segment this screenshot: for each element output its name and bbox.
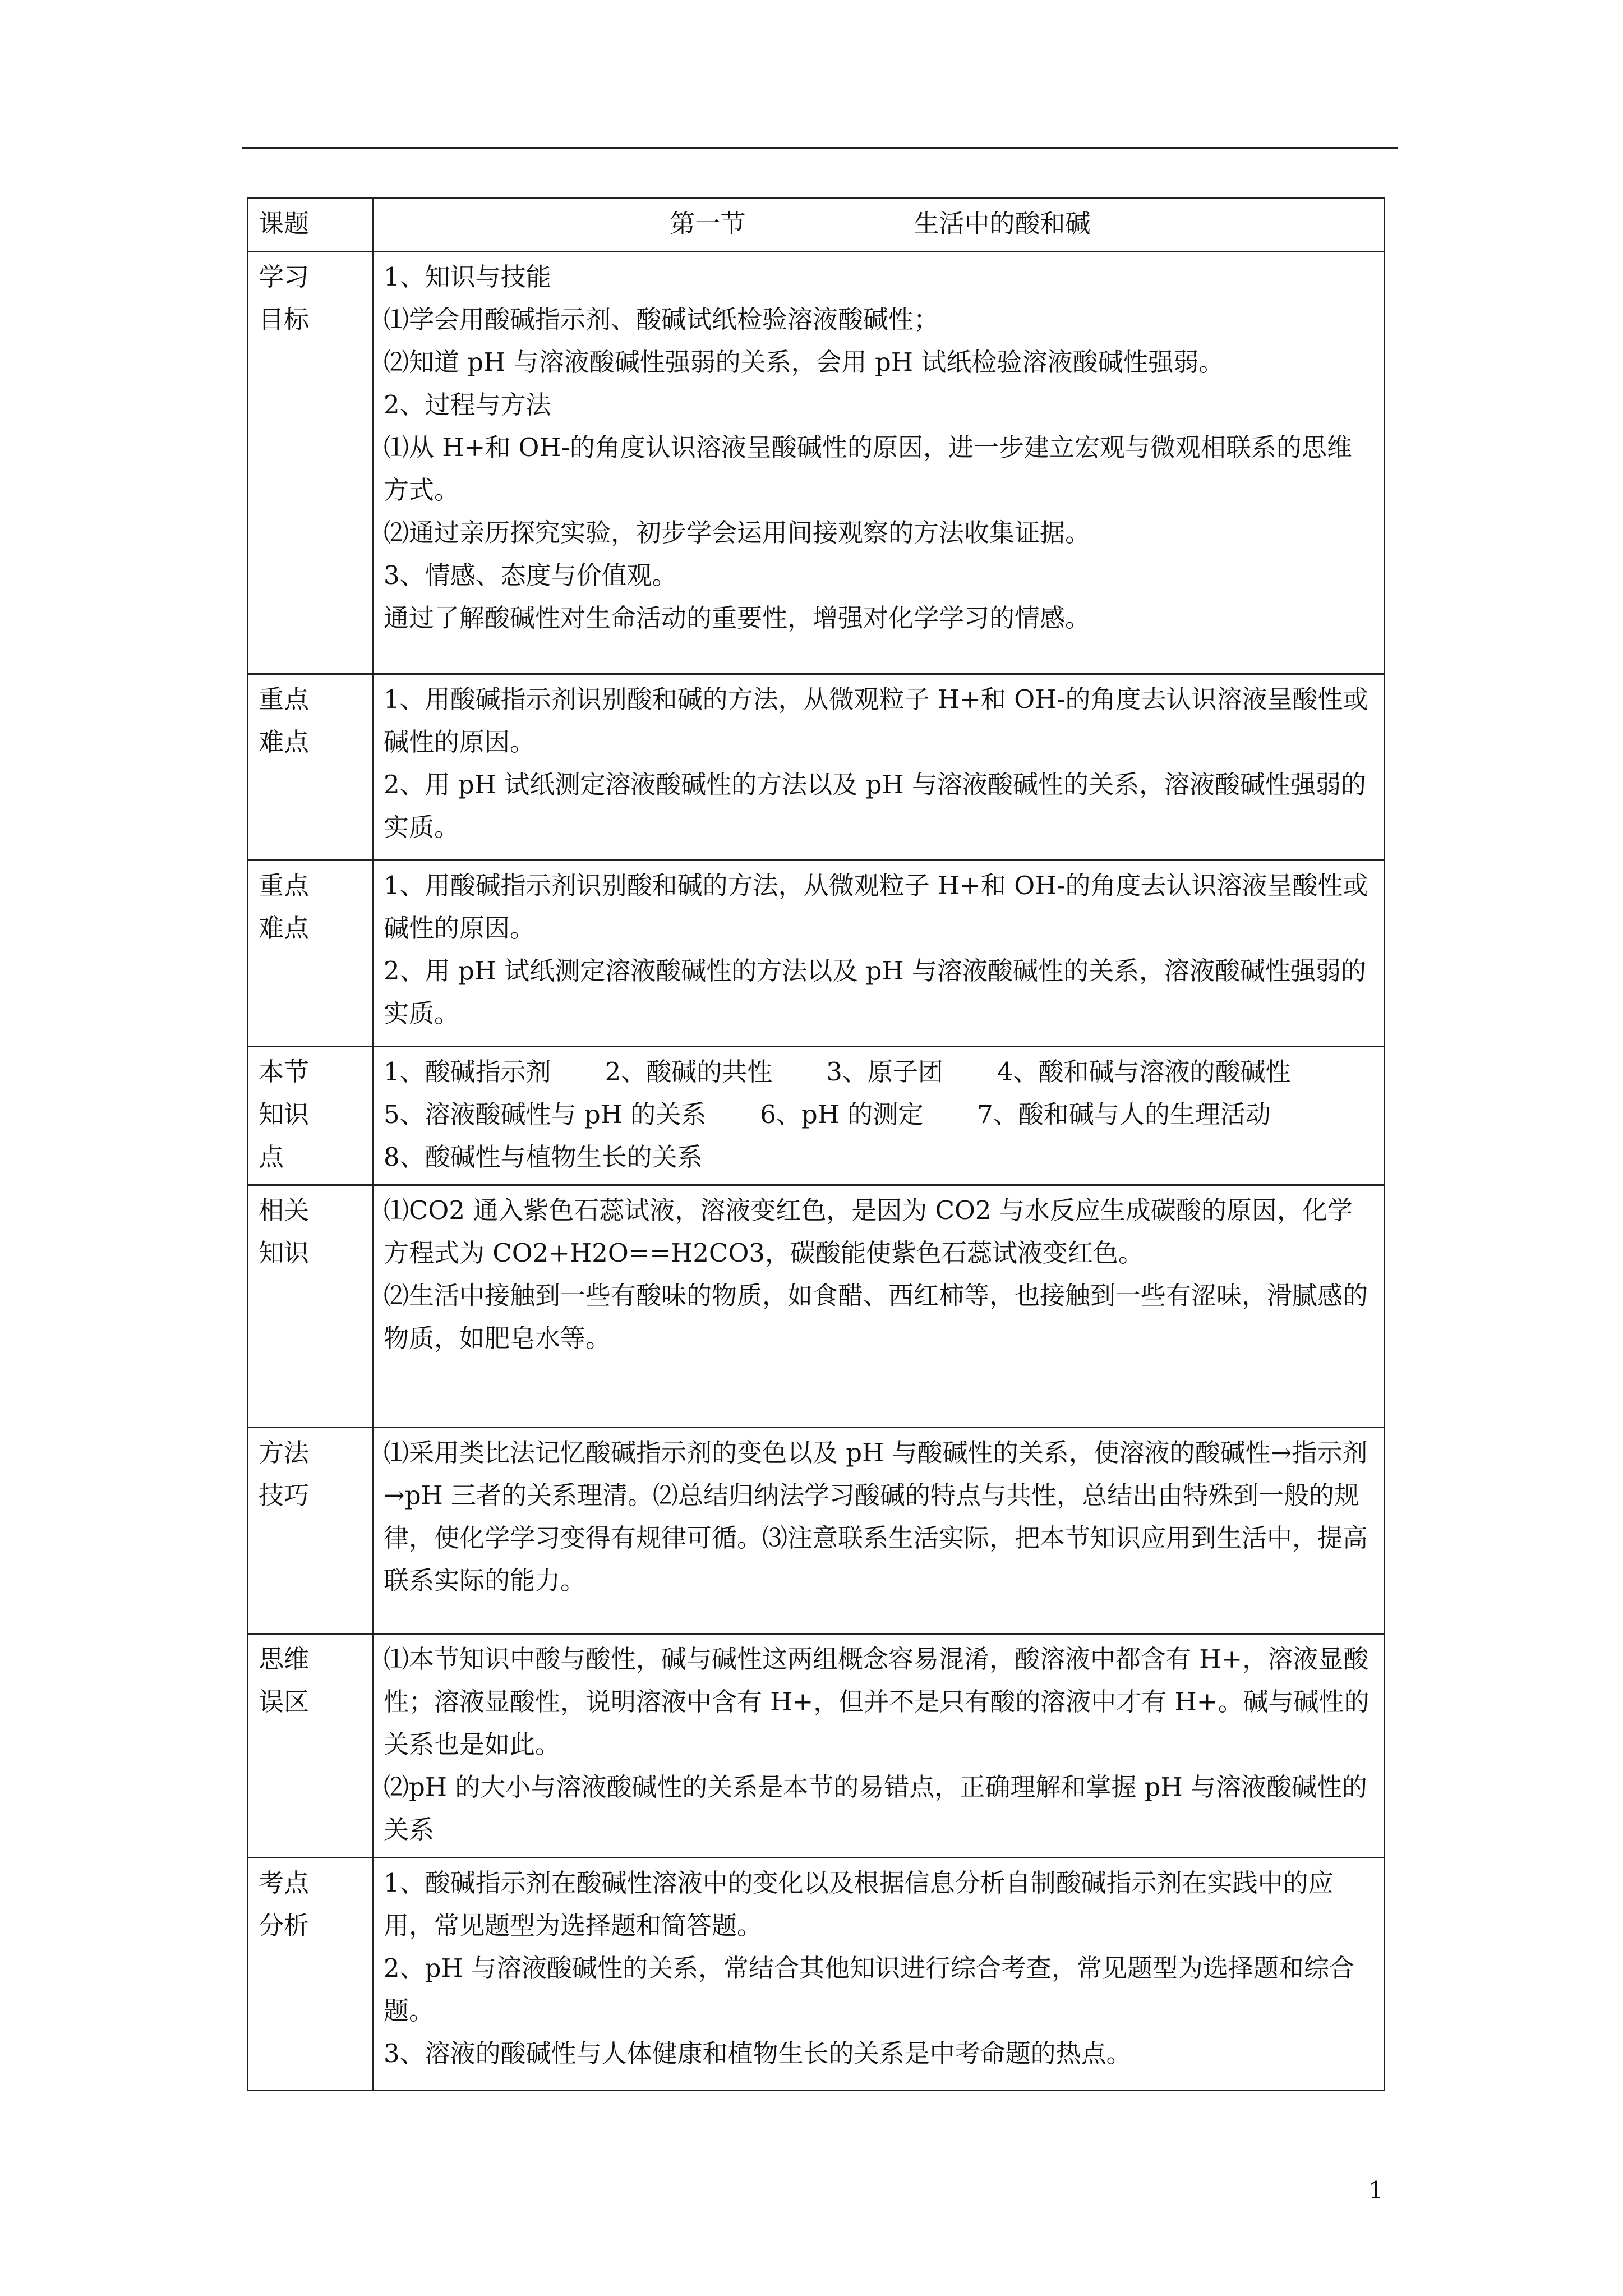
key-points-row-1 (248, 674, 1385, 861)
methods-content (373, 1428, 1385, 1634)
exam-line: 3、溶液的酸碱性与人体健康和植物生长的关系是中考命题的热点。 (384, 2039, 1132, 2068)
goals-label: 学习 目标 (248, 252, 373, 674)
methods-line: ⑴采用类比法记忆酸碱指示剂的变色以及 pH 与酸碱性的关系，使溶液的酸碱性→指示剂→pH 三者的关系理清。⑵总结归纳法学习酸碱的特点与共性，总结出由特殊到一般的规律，使化学学习变得有规律可循。⑶注意联系生活实际，把本节知识应用到生活中，提高联系实际的能力。 (384, 1438, 1368, 1595)
key-line: 2、用 pH 试纸测定溶液酸碱性的方法以及 pH 与溶液酸碱性的关系，溶液酸碱性强弱的实质。 (384, 956, 1366, 1028)
goals-line: 3、情感、态度与价值观。 (384, 560, 677, 590)
key-points-row-2 (248, 861, 1385, 1047)
goals-line: ⑵通过亲历探究实验，初步学会运用间接观察的方法收集证据。 (384, 518, 1091, 547)
title-row (248, 199, 1385, 252)
mistakes-line: ⑴本节知识中酸与酸性，碱与碱性这两组概念容易混淆，酸溶液中都含有 H+，溶液显酸性；溶液显酸性，说明溶液中含有 H+，但并不是只有酸的溶液中才有 H+。碱与碱性的关系也是如此。 (384, 1644, 1370, 1759)
exam-line: 1、酸碱指示剂在酸碱性溶液中的变化以及根据信息分析自制酸碱指示剂在实践中的应用，常见题型为选择题和简答题。 (384, 1868, 1334, 1940)
related-knowledge-row (248, 1185, 1385, 1428)
related-line: ⑵生活中接触到一些有酸味的物质，如食醋、西红柿等，也接触到一些有涩味，滑腻感的物质，如肥皂水等。 (384, 1281, 1368, 1353)
related-line: ⑴CO2 通入紫色石蕊试液，溶液变红色，是因为 CO2 与水反应生成碳酸的原因，化学方程式为 CO2+H2O==H2CO3，碳酸能使紫色石蕊试液变红色。 (384, 1195, 1353, 1268)
knowledge-point: 7、酸和碱与人的生理活动 (977, 1099, 1271, 1129)
section-name: 生活中的酸和碱 (914, 209, 1091, 238)
goals-line: ⑵知道 pH 与溶液酸碱性强弱的关系，会用 pH 试纸检验溶液酸碱性强弱。 (384, 347, 1224, 377)
knowledge-point: 8、酸碱性与植物生长的关系 (384, 1142, 703, 1172)
page-number: 1 (1368, 2177, 1384, 2204)
methods-label: 方法 技巧 (248, 1428, 373, 1634)
knowledge-points-content (373, 1047, 1385, 1185)
knowledge-point: 3、原子团 (826, 1057, 943, 1087)
exam-analysis-content (373, 1858, 1385, 2091)
related-knowledge-content (373, 1185, 1385, 1428)
goals-row (248, 252, 1385, 674)
knowledge-point: 2、酸碱的共性 (605, 1057, 773, 1087)
goals-line: 2、过程与方法 (384, 390, 551, 420)
goals-line: ⑴从 H+和 OH-的角度认识溶液呈酸碱性的原因，进一步建立宏观与微观相联系的思维方式。 (384, 432, 1352, 505)
goals-line: ⑴学会用酸碱指示剂、酸碱试纸检验溶液酸碱性； (384, 305, 939, 334)
goals-content (373, 252, 1385, 674)
related-knowledge-label: 相关 知识 (248, 1185, 373, 1428)
title-label: 课题 (248, 199, 373, 252)
exam-line: 2、pH 与溶液酸碱性的关系，常结合其他知识进行综合考查，常见题型为选择题和综合题。 (384, 1953, 1354, 2026)
exam-analysis-row (248, 1858, 1385, 2091)
lesson-plan-table (247, 197, 1385, 2091)
key-line: 1、用酸碱指示剂识别酸和碱的方法，从微观粒子 H+和 OH-的角度去认识溶液呈酸性或碱性的原因。 (384, 684, 1368, 757)
mistakes-row (248, 1634, 1385, 1858)
goals-line: 1、知识与技能 (384, 262, 551, 292)
knowledge-points-row (248, 1047, 1385, 1185)
knowledge-point: 1、酸碱指示剂 (384, 1057, 551, 1087)
knowledge-points-label: 本节 知识 点 (248, 1047, 373, 1185)
mistakes-label: 思维 误区 (248, 1634, 373, 1858)
key-line: 2、用 pH 试纸测定溶液酸碱性的方法以及 pH 与溶液酸碱性的关系，溶液酸碱性强弱的实质。 (384, 770, 1366, 842)
mistakes-line: ⑵pH 的大小与溶液酸碱性的关系是本节的易错点，正确理解和掌握 pH 与溶液酸碱性的关系 (384, 1772, 1368, 1844)
key-points-label-1: 重点 难点 (248, 674, 373, 861)
key-line: 1、用酸碱指示剂识别酸和碱的方法，从微观粒子 H+和 OH-的角度去认识溶液呈酸性或碱性的原因。 (384, 871, 1368, 943)
knowledge-point: 6、pH 的测定 (760, 1099, 924, 1129)
header-rule (242, 147, 1398, 149)
section-number: 第一节 (670, 209, 746, 238)
knowledge-point: 4、酸和碱与溶液的酸碱性 (997, 1057, 1291, 1087)
key-points-label-2: 重点 难点 (248, 861, 373, 1047)
goals-line: 通过了解酸碱性对生命活动的重要性，增强对化学学习的情感。 (384, 603, 1091, 633)
key-points-content-2 (373, 861, 1385, 1047)
knowledge-point: 5、溶液酸碱性与 pH 的关系 (384, 1099, 707, 1129)
key-points-content-1 (373, 674, 1385, 861)
mistakes-content (373, 1634, 1385, 1858)
methods-row (248, 1428, 1385, 1634)
exam-analysis-label: 考点 分析 (248, 1858, 373, 2091)
lesson-title (373, 199, 1385, 252)
